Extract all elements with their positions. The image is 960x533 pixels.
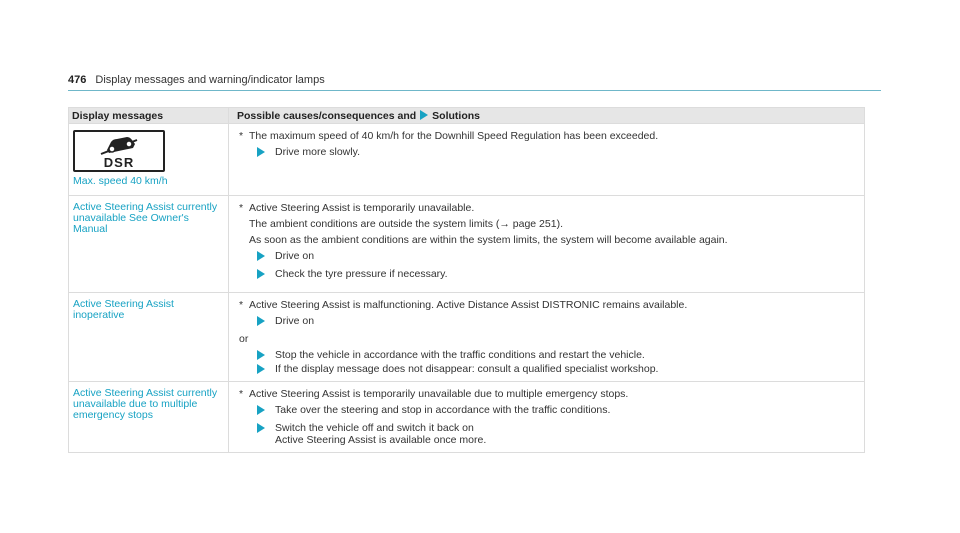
table-row <box>69 293 865 382</box>
col-header-display-messages: Display messages <box>69 108 229 124</box>
or-text: or <box>239 333 249 345</box>
solution-step: Switch the vehicle off and switch it back on Active Steering Assist is available once more. <box>239 422 856 446</box>
message-cell <box>69 293 229 382</box>
solution-step: Stop the vehicle in accordance with the traffic conditions and restart the vehicle. <box>239 349 856 361</box>
display-messages-table <box>68 107 865 453</box>
message-text: Active Steering Assist currently unavailable See Owner's Manual <box>73 201 218 235</box>
message-text: Active Steering Assist inoperative <box>73 298 174 321</box>
solution-arrow-icon <box>257 269 265 279</box>
cause-text: * The maximum speed of 40 km/h for the Downhill Speed Regulation has been exceeded. <box>239 130 659 142</box>
message-cell <box>69 196 229 293</box>
page-header <box>68 73 881 91</box>
solution-arrow-icon <box>257 251 265 261</box>
cause-cell <box>229 293 865 382</box>
dsr-icon <box>73 130 165 172</box>
message-cell <box>69 124 229 196</box>
page-number: 476 <box>68 74 87 86</box>
solution-arrow-icon <box>257 364 265 374</box>
solution-step: Drive more slowly. <box>239 146 856 158</box>
solution-step: Drive on <box>239 250 856 262</box>
col-header-solutions: Solutions <box>432 109 481 122</box>
solution-arrow-icon <box>257 147 265 157</box>
cause-detail: As soon as the ambient conditions are within the system limits, the system will become available again. <box>249 234 728 246</box>
solution-arrow-icon <box>257 350 265 360</box>
cause-text: * Active Steering Assist is temporarily unavailable. <box>239 202 475 214</box>
col-header-causes: Possible causes/consequences and <box>237 109 417 122</box>
solution-arrow-icon <box>257 405 265 415</box>
table-row <box>69 124 865 196</box>
dsr-icon-label: DSR <box>103 155 135 170</box>
solution-arrow-icon <box>420 110 428 120</box>
solution-step: Check the tyre pressure if necessary. <box>239 268 856 280</box>
cause-text: * Active Steering Assist is malfunctioning. Active Distance Assist DISTRONIC remains available. <box>239 299 688 311</box>
message-cell <box>69 382 229 453</box>
cause-cell <box>229 196 865 293</box>
solution-step: Take over the steering and stop in accordance with the traffic conditions. <box>239 404 856 416</box>
solution-arrow-icon <box>257 316 265 326</box>
solution-step: Drive on <box>239 315 856 327</box>
message-text: Active Steering Assist currently unavailable due to multiple emergency stops <box>73 387 218 421</box>
table-row <box>69 382 865 453</box>
table-header-row <box>69 108 865 124</box>
message-text: Max. speed 40 km/h <box>73 175 168 187</box>
solution-arrow-icon <box>257 423 265 433</box>
cause-detail: The ambient conditions are outside the system limits (→ page 251). <box>249 218 563 230</box>
solution-step: If the display message does not disappear: consult a qualified specialist workshop. <box>239 363 856 375</box>
table-row <box>69 196 865 293</box>
cause-text: * Active Steering Assist is temporarily unavailable due to multiple emergency stops. <box>239 388 629 400</box>
cause-cell <box>229 124 865 196</box>
page-heading: Display messages and warning/indicator lamps <box>95 74 325 86</box>
cause-cell <box>229 382 865 453</box>
col-header-causes-solutions <box>229 108 865 124</box>
